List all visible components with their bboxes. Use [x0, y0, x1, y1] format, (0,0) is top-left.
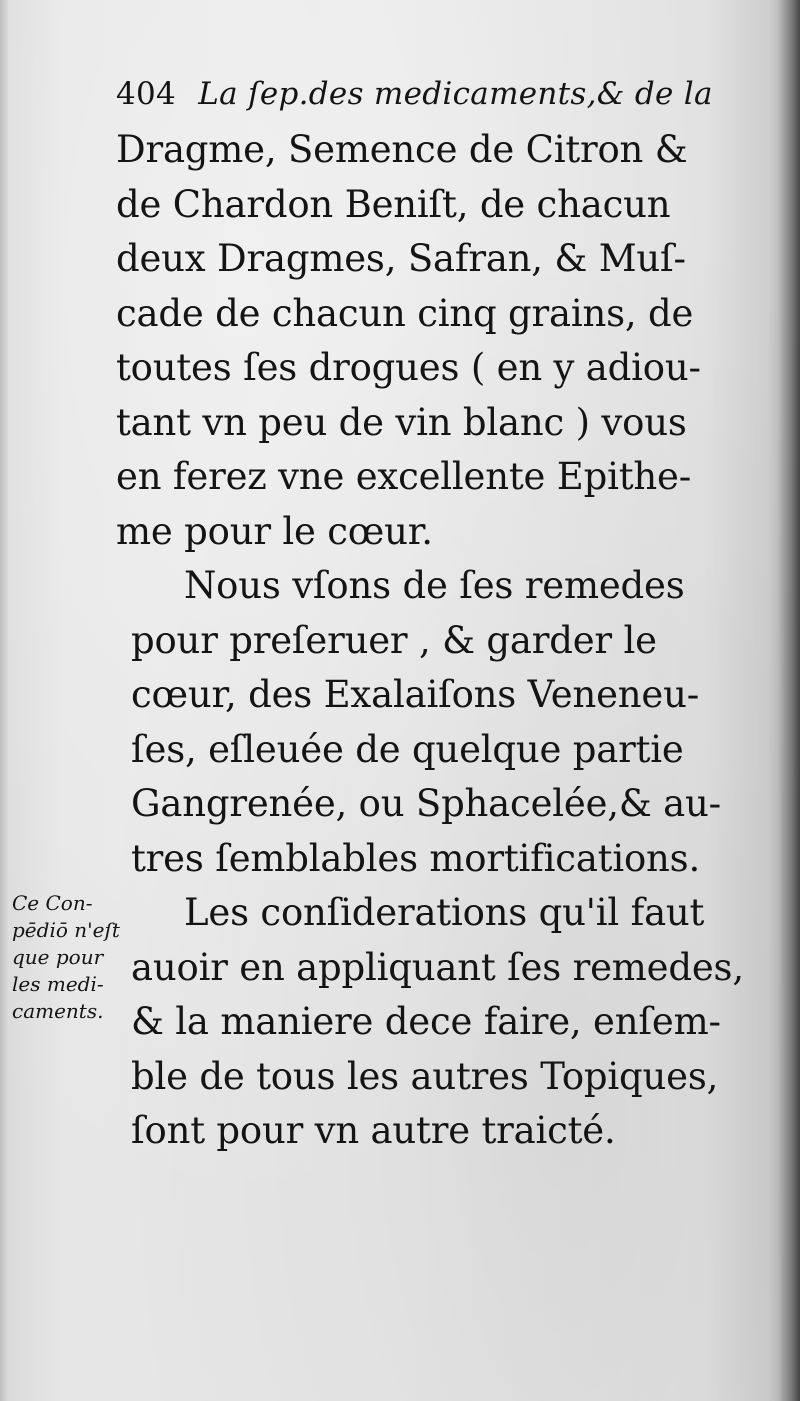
gutter-shadow	[778, 0, 800, 1401]
margin-note-line: Ce Con-	[12, 891, 93, 915]
margin-note-line: que pour	[12, 945, 104, 969]
text-line: me pour le cœur.	[116, 509, 433, 553]
paragraph-3	[116, 886, 744, 1159]
text-line: toutes ſes drogues ( en y adiou-	[116, 346, 701, 389]
text-line: tant vn peu de vin blanc ) vous	[116, 400, 687, 444]
running-title: La ſep.des medicaments,& de la	[198, 76, 713, 112]
text-line: ſont pour vn autre traicté.	[131, 1109, 616, 1152]
margin-note	[12, 890, 137, 1025]
text-line: Dragme, Semence de Citron &	[116, 128, 688, 171]
text-line: pour preſeruer , & garder le	[131, 618, 657, 662]
text-line: Les conſiderations qu'il faut	[184, 891, 705, 934]
text-line: Gangrenée, ou Sphacelée,& au-	[131, 782, 721, 825]
margin-note-line: pēdiō n'eſt	[12, 918, 120, 942]
text-line: tres ſemblables mortifications.	[131, 836, 701, 880]
running-header	[116, 76, 713, 112]
text-line: & la maniere dece faire, enſem-	[131, 1000, 721, 1043]
text-line: deux Dragmes, Safran, & Muſ-	[116, 237, 686, 280]
text-line: Nous vſons de ſes remedes	[184, 564, 685, 607]
text-line: cade de chacun cinq grains, de	[116, 291, 694, 335]
text-line: ſes, eſleuée de quelque partie	[131, 727, 684, 771]
page-left-edge	[0, 0, 8, 1401]
paragraph-2	[116, 559, 721, 886]
margin-note-line: les medi-	[12, 972, 104, 996]
text-line: auoir en appliquant ſes remedes,	[131, 945, 744, 989]
page-number: 404	[116, 76, 177, 112]
text-line: ble de tous les autres Topiques,	[131, 1054, 719, 1098]
text-line: cœur, des Exalaiſons Veneneu-	[131, 673, 700, 716]
paragraph-1	[116, 123, 701, 559]
text-line: de Chardon Beniſt, de chacun	[116, 182, 671, 226]
text-line: en ferez vne excellente Epithe-	[116, 455, 692, 498]
margin-note-line: caments.	[12, 999, 104, 1023]
body-text	[116, 123, 744, 1159]
